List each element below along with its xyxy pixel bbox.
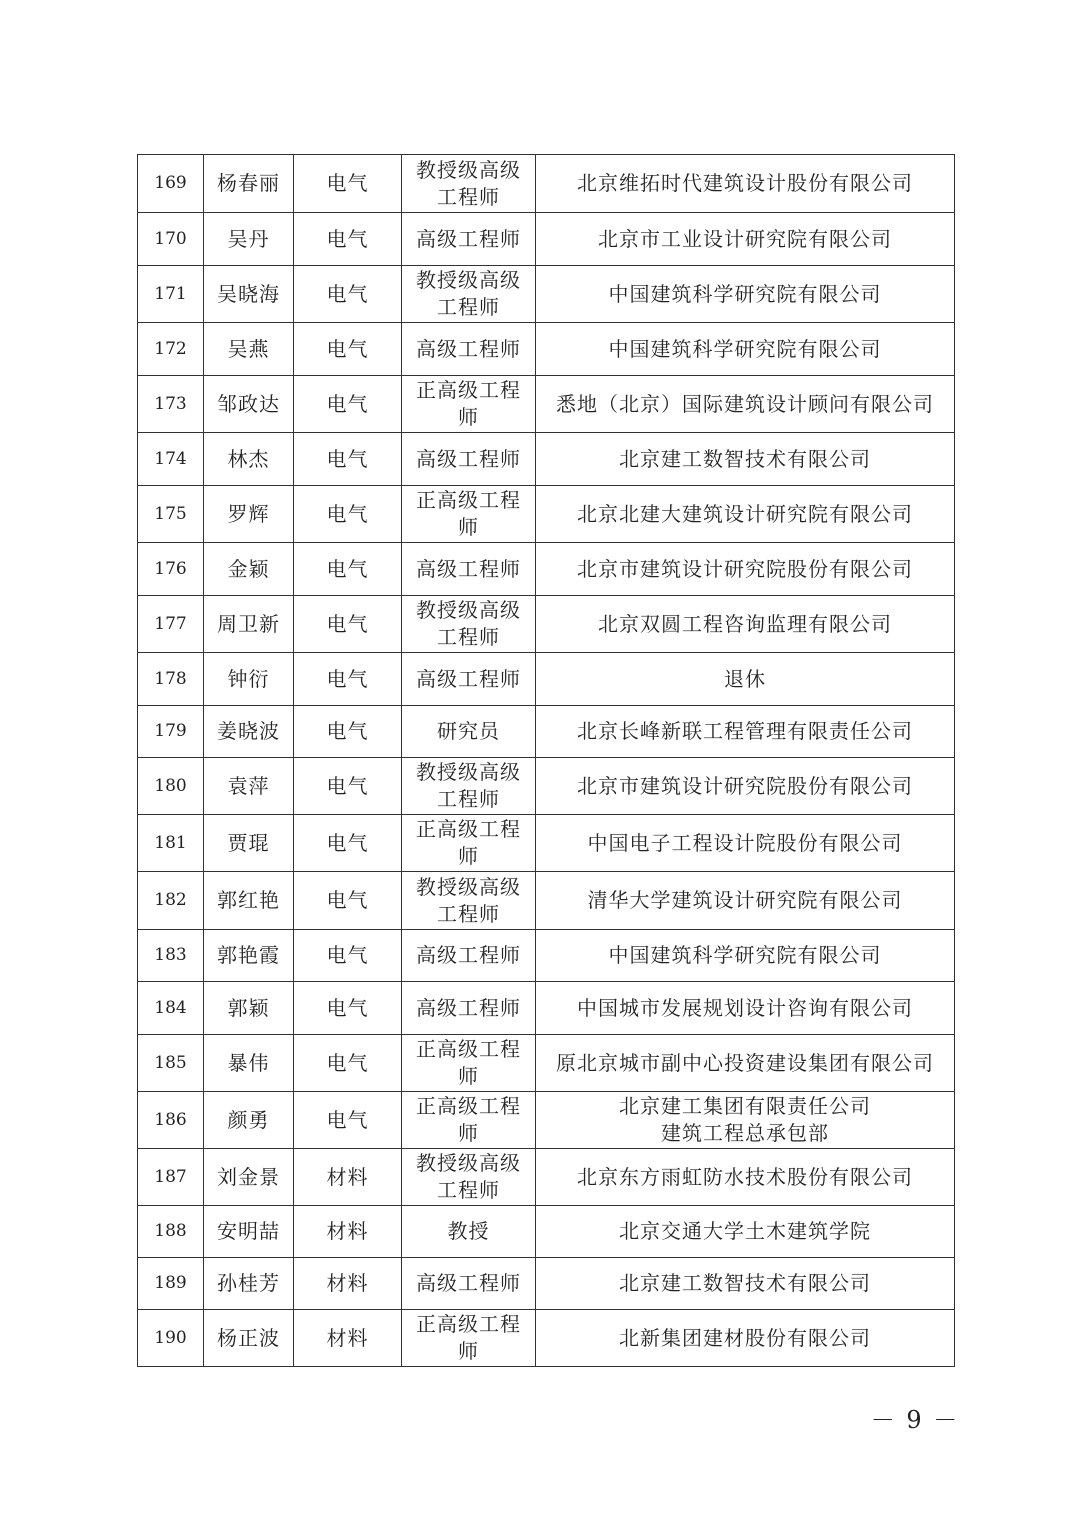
cell-name: 郭红艳 bbox=[204, 872, 294, 930]
cell-number: 183 bbox=[138, 930, 204, 982]
organization-line: 北京建工数智技术有限公司 bbox=[619, 446, 871, 471]
cell-number: 187 bbox=[138, 1149, 204, 1206]
organization-line: 北京市建筑设计研究院股份有限公司 bbox=[577, 556, 913, 581]
organization-line: 北京建工集团有限责任公司 bbox=[619, 1094, 871, 1118]
cell-title: 教授级高级工程师 bbox=[402, 266, 536, 323]
cell-organization bbox=[536, 323, 955, 376]
cell-title: 研究员 bbox=[402, 706, 536, 758]
cell-title: 正高级工程师 bbox=[402, 1035, 536, 1092]
cell-number: 172 bbox=[138, 323, 204, 376]
cell-number: 178 bbox=[138, 653, 204, 706]
cell-name: 杨春丽 bbox=[204, 155, 294, 213]
table-row bbox=[138, 1310, 955, 1367]
cell-title: 教授级高级工程师 bbox=[402, 1149, 536, 1206]
cell-name: 吴丹 bbox=[204, 213, 294, 266]
table-row bbox=[138, 1258, 955, 1310]
table-row bbox=[138, 155, 955, 213]
cell-field: 材料 bbox=[294, 1310, 402, 1367]
cell-field: 材料 bbox=[294, 1149, 402, 1206]
cell-field: 电气 bbox=[294, 596, 402, 653]
organization-line: 北京市工业设计研究院有限公司 bbox=[598, 226, 892, 251]
cell-field: 电气 bbox=[294, 155, 402, 213]
table-body bbox=[138, 155, 955, 1367]
cell-name: 吴燕 bbox=[204, 323, 294, 376]
cell-name: 孙桂芳 bbox=[204, 1258, 294, 1310]
cell-title: 高级工程师 bbox=[402, 433, 536, 486]
cell-organization bbox=[536, 758, 955, 815]
organization-line: 中国建筑科学研究院有限公司 bbox=[608, 943, 882, 967]
cell-name: 刘金景 bbox=[204, 1149, 294, 1206]
cell-organization bbox=[536, 1310, 955, 1367]
table-row bbox=[138, 758, 955, 815]
organization-line: 北京维拓时代建筑设计股份有限公司 bbox=[577, 171, 913, 195]
cell-organization bbox=[536, 376, 955, 433]
cell-name: 颜勇 bbox=[204, 1092, 294, 1149]
cell-field: 材料 bbox=[294, 1206, 402, 1258]
organization-line: 中国建筑科学研究院有限公司 bbox=[608, 336, 882, 361]
table-row bbox=[138, 543, 955, 596]
cell-organization bbox=[536, 213, 955, 266]
cell-number: 180 bbox=[138, 758, 204, 815]
cell-name: 郭颖 bbox=[204, 982, 294, 1035]
cell-name: 袁萍 bbox=[204, 758, 294, 815]
cell-title: 正高级工程师 bbox=[402, 815, 536, 872]
cell-organization bbox=[536, 1092, 955, 1149]
cell-organization bbox=[536, 433, 955, 486]
cell-field: 材料 bbox=[294, 1258, 402, 1310]
organization-line: 中国建筑科学研究院有限公司 bbox=[608, 281, 882, 306]
cell-name: 杨正波 bbox=[204, 1310, 294, 1367]
organization-line: 北京建工数智技术有限公司 bbox=[619, 1271, 871, 1295]
cell-name: 姜晓波 bbox=[204, 706, 294, 758]
cell-name: 邹政达 bbox=[204, 376, 294, 433]
table-row bbox=[138, 1206, 955, 1258]
cell-organization bbox=[536, 930, 955, 982]
cell-number: 170 bbox=[138, 213, 204, 266]
cell-title: 高级工程师 bbox=[402, 543, 536, 596]
organization-line: 北新集团建材股份有限公司 bbox=[619, 1325, 871, 1350]
cell-field: 电气 bbox=[294, 376, 402, 433]
cell-number: 175 bbox=[138, 486, 204, 543]
cell-field: 电气 bbox=[294, 1035, 402, 1092]
cell-number: 190 bbox=[138, 1310, 204, 1367]
organization-line: 悉地（北京）国际建筑设计顾问有限公司 bbox=[556, 391, 934, 416]
organization-line: 北京东方雨虹防水技术股份有限公司 bbox=[577, 1164, 913, 1189]
organization-line: 北京交通大学土木建筑学院 bbox=[619, 1219, 871, 1243]
cell-title: 高级工程师 bbox=[402, 653, 536, 706]
cell-name: 林杰 bbox=[204, 433, 294, 486]
cell-organization bbox=[536, 486, 955, 543]
cell-field: 电气 bbox=[294, 758, 402, 815]
cell-organization bbox=[536, 706, 955, 758]
cell-field: 电气 bbox=[294, 1092, 402, 1149]
table-row bbox=[138, 1149, 955, 1206]
cell-number: 184 bbox=[138, 982, 204, 1035]
table-row bbox=[138, 653, 955, 706]
cell-organization bbox=[536, 543, 955, 596]
cell-name: 钟衍 bbox=[204, 653, 294, 706]
table-row bbox=[138, 376, 955, 433]
cell-title: 高级工程师 bbox=[402, 930, 536, 982]
cell-field: 电气 bbox=[294, 653, 402, 706]
cell-organization bbox=[536, 982, 955, 1035]
organization-line: 中国电子工程设计院股份有限公司 bbox=[587, 830, 903, 855]
cell-organization bbox=[536, 1206, 955, 1258]
cell-title: 高级工程师 bbox=[402, 213, 536, 266]
cell-number: 185 bbox=[138, 1035, 204, 1092]
cell-number: 176 bbox=[138, 543, 204, 596]
cell-name: 贾琨 bbox=[204, 815, 294, 872]
cell-title: 教授级高级工程师 bbox=[402, 155, 536, 213]
organization-line: 北京北建大建筑设计研究院有限公司 bbox=[577, 501, 913, 526]
cell-organization bbox=[536, 1149, 955, 1206]
table-row bbox=[138, 1035, 955, 1092]
cell-number: 171 bbox=[138, 266, 204, 323]
table-row bbox=[138, 706, 955, 758]
cell-organization bbox=[536, 155, 955, 213]
organization-line: 清华大学建筑设计研究院有限公司 bbox=[587, 888, 903, 912]
cell-field: 电气 bbox=[294, 872, 402, 930]
table-row bbox=[138, 815, 955, 872]
cell-field: 电气 bbox=[294, 930, 402, 982]
cell-organization bbox=[536, 266, 955, 323]
cell-name: 安明喆 bbox=[204, 1206, 294, 1258]
expert-table bbox=[137, 154, 955, 1367]
organization-line: 北京长峰新联工程管理有限责任公司 bbox=[577, 719, 913, 743]
cell-field: 电气 bbox=[294, 213, 402, 266]
cell-title: 高级工程师 bbox=[402, 323, 536, 376]
cell-field: 电气 bbox=[294, 266, 402, 323]
cell-number: 177 bbox=[138, 596, 204, 653]
cell-field: 电气 bbox=[294, 815, 402, 872]
table-row bbox=[138, 433, 955, 486]
cell-title: 高级工程师 bbox=[402, 982, 536, 1035]
cell-organization bbox=[536, 815, 955, 872]
cell-number: 174 bbox=[138, 433, 204, 486]
cell-number: 169 bbox=[138, 155, 204, 213]
cell-name: 暴伟 bbox=[204, 1035, 294, 1092]
table-row bbox=[138, 266, 955, 323]
cell-organization bbox=[536, 1035, 955, 1092]
cell-title: 正高级工程师 bbox=[402, 486, 536, 543]
cell-title: 教授级高级工程师 bbox=[402, 596, 536, 653]
cell-title: 教授 bbox=[402, 1206, 536, 1258]
cell-organization bbox=[536, 872, 955, 930]
cell-field: 电气 bbox=[294, 323, 402, 376]
cell-field: 电气 bbox=[294, 982, 402, 1035]
cell-name: 金颖 bbox=[204, 543, 294, 596]
cell-number: 182 bbox=[138, 872, 204, 930]
organization-line: 北京双圆工程咨询监理有限公司 bbox=[598, 611, 892, 636]
cell-name: 郭艳霞 bbox=[204, 930, 294, 982]
table-row bbox=[138, 323, 955, 376]
cell-field: 电气 bbox=[294, 486, 402, 543]
cell-title: 教授级高级工程师 bbox=[402, 872, 536, 930]
table-row bbox=[138, 213, 955, 266]
organization-line: 建筑工程总承包部 bbox=[661, 1121, 829, 1145]
table-row bbox=[138, 930, 955, 982]
table-row bbox=[138, 982, 955, 1035]
cell-title: 教授级高级工程师 bbox=[402, 758, 536, 815]
cell-title: 高级工程师 bbox=[402, 1258, 536, 1310]
table-row bbox=[138, 872, 955, 930]
cell-number: 189 bbox=[138, 1258, 204, 1310]
cell-number: 188 bbox=[138, 1206, 204, 1258]
cell-name: 罗辉 bbox=[204, 486, 294, 543]
cell-field: 电气 bbox=[294, 543, 402, 596]
cell-name: 周卫新 bbox=[204, 596, 294, 653]
cell-organization bbox=[536, 653, 955, 706]
cell-organization bbox=[536, 596, 955, 653]
cell-field: 电气 bbox=[294, 433, 402, 486]
cell-title: 正高级工程师 bbox=[402, 1092, 536, 1149]
cell-title: 正高级工程师 bbox=[402, 376, 536, 433]
table-row bbox=[138, 596, 955, 653]
cell-organization bbox=[536, 1258, 955, 1310]
cell-number: 181 bbox=[138, 815, 204, 872]
cell-number: 179 bbox=[138, 706, 204, 758]
organization-line: 原北京城市副中心投资建设集团有限公司 bbox=[556, 1050, 934, 1075]
cell-number: 173 bbox=[138, 376, 204, 433]
table-row bbox=[138, 486, 955, 543]
cell-number: 186 bbox=[138, 1092, 204, 1149]
organization-line: 北京市建筑设计研究院股份有限公司 bbox=[577, 773, 913, 798]
cell-field: 电气 bbox=[294, 706, 402, 758]
page-number: － 9 － bbox=[870, 1406, 960, 1434]
organization-line: 退休 bbox=[724, 666, 766, 691]
cell-title: 正高级工程师 bbox=[402, 1310, 536, 1367]
organization-line: 中国城市发展规划设计咨询有限公司 bbox=[577, 995, 913, 1020]
cell-name: 吴晓海 bbox=[204, 266, 294, 323]
table-row bbox=[138, 1092, 955, 1149]
